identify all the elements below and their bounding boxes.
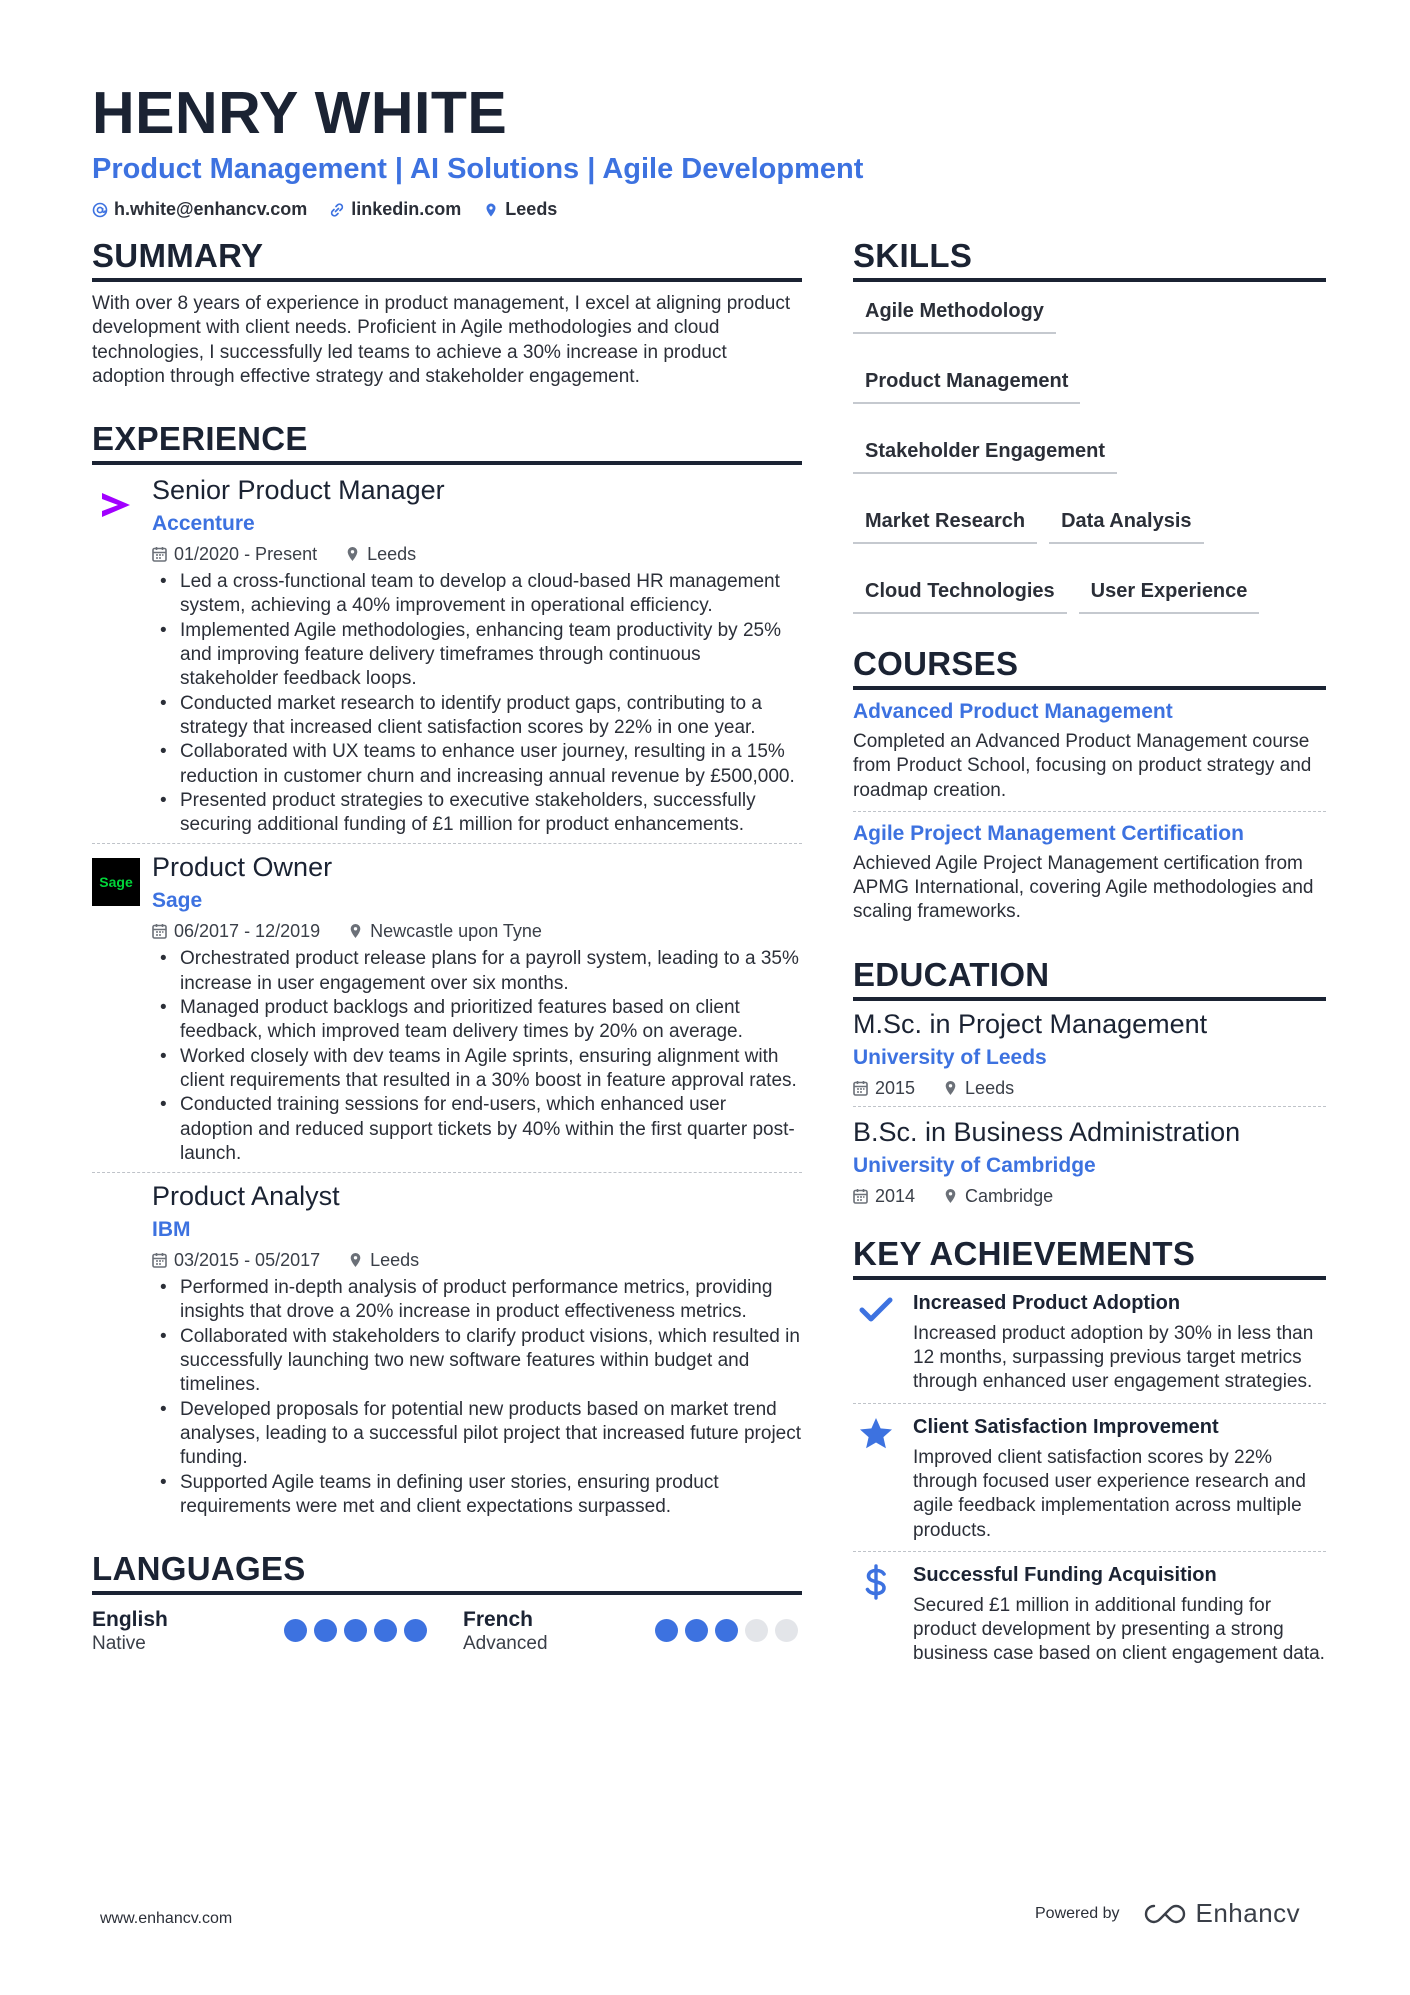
calendar-icon (152, 923, 167, 939)
footer-website[interactable]: www.enhancv.com (100, 1910, 233, 1927)
language-rating (284, 1619, 427, 1656)
job-dates (152, 542, 317, 566)
skills-list (853, 288, 1326, 614)
achievement-description: Increased product adoption by 30% in less than 12 months, surpassing previous target metrics through enhanced user engagement strategies. (913, 1322, 1314, 1393)
school-name: University of Leeds (853, 1045, 1047, 1069)
summary-text: With over 8 years of experience in product management, I excel at aligning product development with client needs. Proficient in Agile methodologies and cloud technologies, I successfully led teams to achieve a 30% increase in product adoption through effective strategy and stakeholder engagement. (92, 293, 791, 387)
contact-linkedin[interactable] (329, 199, 461, 220)
job-entry (92, 843, 802, 1166)
job-location (348, 1248, 419, 1272)
languages-section (92, 1549, 802, 1656)
contact-row (92, 199, 1322, 220)
bullet: • Worked closely with dev teams in Agile sprints, ensuring alignment with client requirements that resulted in a 30% boost in feature approval rates. (152, 1045, 802, 1094)
dates-text: 06/2017 - 12/2019 (174, 921, 321, 942)
bullet: • Led a cross-functional team to develop a cloud-based HR management system, achieving a 40% improvement in operational efficiency. (152, 570, 802, 619)
achievement-item (853, 1551, 1326, 1675)
job-title: Product Owner (152, 852, 333, 883)
education-title: EDUCATION (853, 955, 1326, 1001)
education-section (853, 955, 1326, 1214)
summary-title: SUMMARY (92, 236, 802, 282)
location-text: Newcastle upon Tyne (370, 921, 542, 942)
job-dates (152, 919, 320, 943)
location-pin-icon (345, 546, 360, 562)
skill-tag: Market Research (853, 498, 1037, 544)
rating-dot-filled (404, 1619, 427, 1642)
courses-section (853, 644, 1326, 933)
rating-dot-filled (374, 1619, 397, 1642)
location-pin-icon (483, 202, 499, 218)
email-text: h.white@enhancv.com (114, 199, 308, 219)
achievement-description: Secured £1 million in additional funding for product development by presenting a strong business case based on client engagement data. (913, 1594, 1325, 1665)
bullet: • Supported Agile teams in defining user stories, ensuring product requirements were met and client expectations surpassed. (152, 1471, 802, 1520)
course-title: Advanced Product Management (853, 700, 1173, 723)
location-text: Leeds (505, 199, 558, 219)
course-item (853, 690, 1326, 811)
achievement-item (853, 1403, 1326, 1551)
enhancv-brand[interactable] (1142, 1898, 1301, 1929)
job-bullets (152, 947, 802, 1166)
education-meta (853, 1184, 1326, 1208)
job-bullets (152, 570, 802, 837)
sage-logo-text: Sage (99, 874, 133, 891)
footer-branding (1035, 1898, 1300, 1929)
rating-dot-filled (314, 1619, 337, 1642)
education-meta (853, 1076, 1326, 1100)
language-item (92, 1607, 427, 1656)
rating-dot-filled (655, 1619, 678, 1642)
sage-logo (92, 858, 140, 906)
check-icon (858, 1292, 894, 1328)
languages-title: LANGUAGES (92, 1549, 802, 1595)
language-level: Advanced (463, 1633, 548, 1655)
education-year (853, 1184, 915, 1208)
bullet: • Implemented Agile methodologies, enhancing team productivity by 25% and improving feature delivery timeframes through continuous stakeholder feedback loops. (152, 619, 802, 692)
bullet: • Conducted market research to identify product gaps, contributing to a strategy that increased client satisfaction scores by 22% in one year. (152, 692, 802, 741)
location-text: Leeds (965, 1077, 1015, 1098)
brand-name: Enhancv (1195, 1898, 1301, 1928)
location-text: Leeds (370, 1250, 420, 1271)
achievement-title: Client Satisfaction Improvement (913, 1415, 1219, 1438)
resume-header (92, 78, 1322, 220)
achievement-description: Improved client satisfaction scores by 22% through focused user experience research and agile feedback implementation across multiple products. (913, 1446, 1306, 1541)
education-location (943, 1076, 1014, 1100)
language-level: Native (92, 1633, 146, 1655)
course-description: Achieved Agile Project Management certification from APMG International, covering Agile methodologies and scaling frameworks. (853, 852, 1314, 923)
company-name: IBM (152, 1218, 191, 1242)
achievement-item (853, 1280, 1326, 1403)
skills-section (853, 236, 1326, 614)
languages-list (92, 1607, 802, 1656)
bullet: • Developed proposals for potential new products based on market trend analyses, leading to a successful pilot project that increased future project funding. (152, 1398, 802, 1471)
job-bullets (152, 1276, 802, 1519)
rating-dot-filled (344, 1619, 367, 1642)
job-entry (92, 473, 802, 837)
rating-dot-empty (775, 1619, 798, 1642)
job-location (348, 919, 542, 943)
degree-title: M.Sc. in Project Management (853, 1008, 1208, 1039)
skill-tag: Product Management (853, 358, 1080, 404)
education-item (853, 1001, 1326, 1106)
bullet: • Presented product strategies to executive stakeholders, successfully securing additional funding of £1 million for product enhancements. (152, 789, 802, 838)
school-name: University of Cambridge (853, 1153, 1096, 1177)
powered-by-text: Powered by (1035, 1904, 1120, 1922)
language-item (463, 1607, 798, 1656)
bullet: • Collaborated with stakeholders to clarify product visions, which resulted in successfully launching two new software features within budget and timelines. (152, 1325, 802, 1398)
dates-text: 01/2020 - Present (174, 544, 318, 565)
bullet: • Managed product backlogs and prioritized features based on client feedback, which improved team delivery times by 20% on average. (152, 996, 802, 1045)
location-text: Leeds (367, 544, 417, 565)
course-title: Agile Project Management Certification (853, 821, 1244, 845)
rating-dot-empty (745, 1619, 768, 1642)
rating-dot-filled (284, 1619, 307, 1642)
experience-section (92, 419, 802, 1519)
star-icon (858, 1416, 894, 1452)
contact-email[interactable] (92, 199, 307, 220)
calendar-icon (152, 546, 167, 562)
location-pin-icon (943, 1188, 958, 1204)
degree-title: B.Sc. in Business Administration (853, 1116, 1241, 1147)
job-dates (152, 1248, 320, 1272)
dollar-icon (858, 1564, 894, 1600)
bullet: • Conducted training sessions for end-users, which enhanced user adoption and reduced support tickets by 40% within the first quarter post-launch. (152, 1093, 802, 1166)
contact-location (483, 199, 557, 220)
location-pin-icon (348, 923, 363, 939)
rating-dot-filled (715, 1619, 738, 1642)
skill-tag: Data Analysis (1049, 498, 1203, 544)
course-description: Completed an Advanced Product Management course from Product School, focusing on product strategy and roadmap creation. (853, 731, 1312, 801)
company-name: Accenture (152, 512, 255, 536)
calendar-icon (853, 1080, 868, 1096)
bullet: • Collaborated with UX teams to enhance user journey, resulting in a 15% reduction in customer churn and increasing annual revenue by £500,000. (152, 740, 802, 789)
calendar-icon (152, 1252, 167, 1268)
experience-title: EXPERIENCE (92, 419, 802, 465)
job-title: Senior Product Manager (152, 475, 445, 506)
company-name: Sage (152, 889, 203, 913)
enhancv-logo-icon (1142, 1902, 1188, 1926)
calendar-icon (853, 1188, 868, 1204)
education-item (853, 1106, 1326, 1214)
year-text: 2015 (875, 1077, 916, 1098)
job-meta (152, 1248, 802, 1272)
summary-section (92, 236, 802, 389)
job-entry (92, 1172, 802, 1519)
link-icon (329, 202, 345, 218)
education-location (943, 1184, 1053, 1208)
achievements-section (853, 1234, 1326, 1675)
location-pin-icon (943, 1080, 958, 1096)
job-title: Product Analyst (152, 1181, 340, 1212)
job-location (345, 542, 416, 566)
bullet: • Orchestrated product release plans for a payroll system, leading to a 35% increase in user engagement over six months. (152, 947, 802, 996)
at-icon (92, 202, 108, 218)
job-meta (152, 542, 802, 566)
skill-tag: Agile Methodology (853, 288, 1056, 334)
candidate-name: HENRY WHITE (92, 80, 508, 146)
achievement-title: Increased Product Adoption (913, 1291, 1181, 1314)
courses-title: COURSES (853, 644, 1326, 690)
bullet: • Performed in-depth analysis of product performance metrics, providing insights that drove a 20% increase in product effectiveness metrics. (152, 1276, 802, 1325)
accenture-logo (92, 481, 140, 529)
achievement-title: Successful Funding Acquisition (913, 1563, 1217, 1586)
location-text: Cambridge (965, 1185, 1054, 1206)
year-text: 2014 (875, 1185, 916, 1206)
right-column (853, 236, 1326, 1675)
headline: Product Management | AI Solutions | Agile Development (92, 153, 864, 185)
skill-tag: Stakeholder Engagement (853, 428, 1117, 474)
skill-tag: User Experience (1079, 568, 1260, 614)
left-column (92, 236, 802, 1656)
location-pin-icon (348, 1252, 363, 1268)
linkedin-text: linkedin.com (351, 199, 462, 219)
achievements-title: KEY ACHIEVEMENTS (853, 1234, 1326, 1280)
skill-tag: Cloud Technologies (853, 568, 1067, 614)
job-meta (152, 919, 802, 943)
language-name: French (463, 1608, 534, 1632)
course-item (853, 811, 1326, 933)
rating-dot-filled (685, 1619, 708, 1642)
education-year (853, 1076, 915, 1100)
language-name: English (92, 1608, 168, 1632)
language-rating (655, 1619, 798, 1656)
skills-title: SKILLS (853, 236, 1326, 282)
dates-text: 03/2015 - 05/2017 (174, 1250, 321, 1271)
